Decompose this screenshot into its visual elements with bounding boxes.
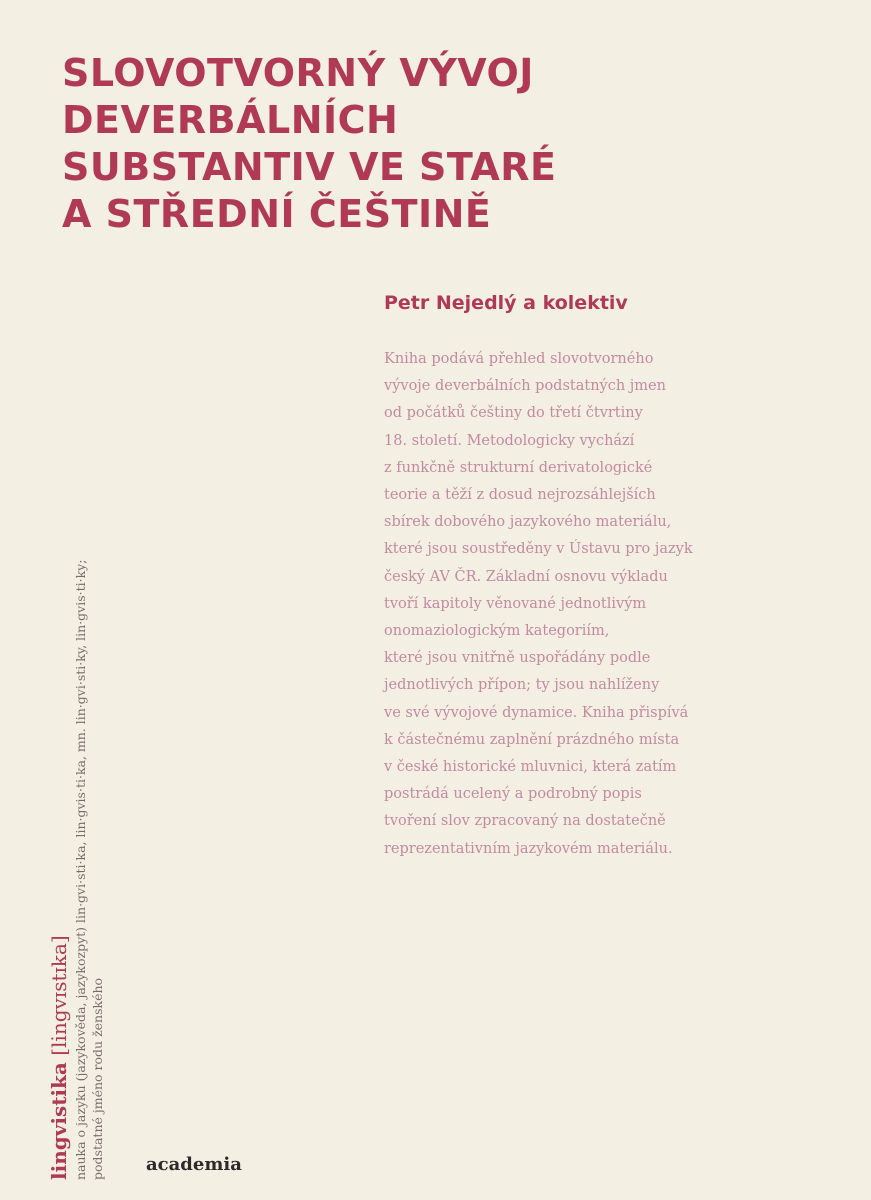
description-line: reprezentativním jazykovém materiálu.: [384, 840, 673, 857]
description-line: jednotlivých přípon; ty jsou nahlíženy: [384, 677, 660, 694]
dictionary-headword: [46, 300, 72, 1180]
book-description: [384, 346, 844, 863]
description-line: které jsou vnitřně uspořádány podle: [384, 650, 651, 667]
title-line: SLOVOTVORNÝ VÝVOJ: [62, 51, 534, 95]
definition-line: nauka o jazyku (jazykověda, jazykozpyt) lin·gvi·sti·ka, lin·gvis·ti·ka, mn. lin·gvi·sti·ky, lin·gvis·ti·ky;: [73, 559, 88, 1180]
description-line: ve své vývojové dynamice. Kniha přispívá: [384, 704, 689, 721]
description-line: které jsou soustředěny v Ústavu pro jazyk: [384, 541, 693, 558]
title-line: SUBSTANTIV VE STARÉ: [62, 145, 557, 189]
publisher-logo: academia: [146, 1154, 242, 1175]
description-line: od počátků češtiny do třetí čtvrtiny: [384, 405, 643, 422]
description-line: teorie a těží z dosud nejrozsáhlejších: [384, 487, 656, 504]
description-line: sbírek dobového jazykového materiálu,: [384, 514, 672, 531]
description-line: v české historické mluvnici, která zatím: [384, 759, 677, 776]
description-line: onomaziologickým kategoriím,: [384, 623, 610, 640]
pronunciation: [lingvɪstɪka]: [47, 935, 71, 1056]
dictionary-entry: [46, 300, 136, 1180]
author-name: Petr Nejedlý a kolektiv: [384, 292, 628, 314]
headword: lingvistika: [47, 1062, 71, 1180]
definition-line: podstatné jméno rodu ženského: [90, 977, 105, 1180]
description-line: český AV ČR. Základní osnovu výkladu: [384, 568, 668, 585]
description-line: tvoření slov zpracovaný na dostatečně: [384, 813, 666, 830]
description-line: 18. století. Metodologicky vychází: [384, 432, 635, 449]
description-line: postrádá ucelený a podrobný popis: [384, 786, 642, 803]
description-line: Kniha podává přehled slovotvorného: [384, 351, 654, 367]
description-line: tvoří kapitoly věnované jednotlivým: [384, 595, 647, 612]
book-title: [62, 50, 762, 238]
description-line: vývoje deverbálních podstatných jmen: [384, 378, 666, 395]
title-line: A STŘEDNÍ ČEŠTINĚ: [62, 192, 492, 236]
description-line: k částečnému zaplnění prázdného místa: [384, 731, 680, 748]
description-line: z funkčně strukturní derivatologické: [384, 459, 653, 476]
title-line: DEVERBÁLNÍCH: [62, 98, 399, 142]
